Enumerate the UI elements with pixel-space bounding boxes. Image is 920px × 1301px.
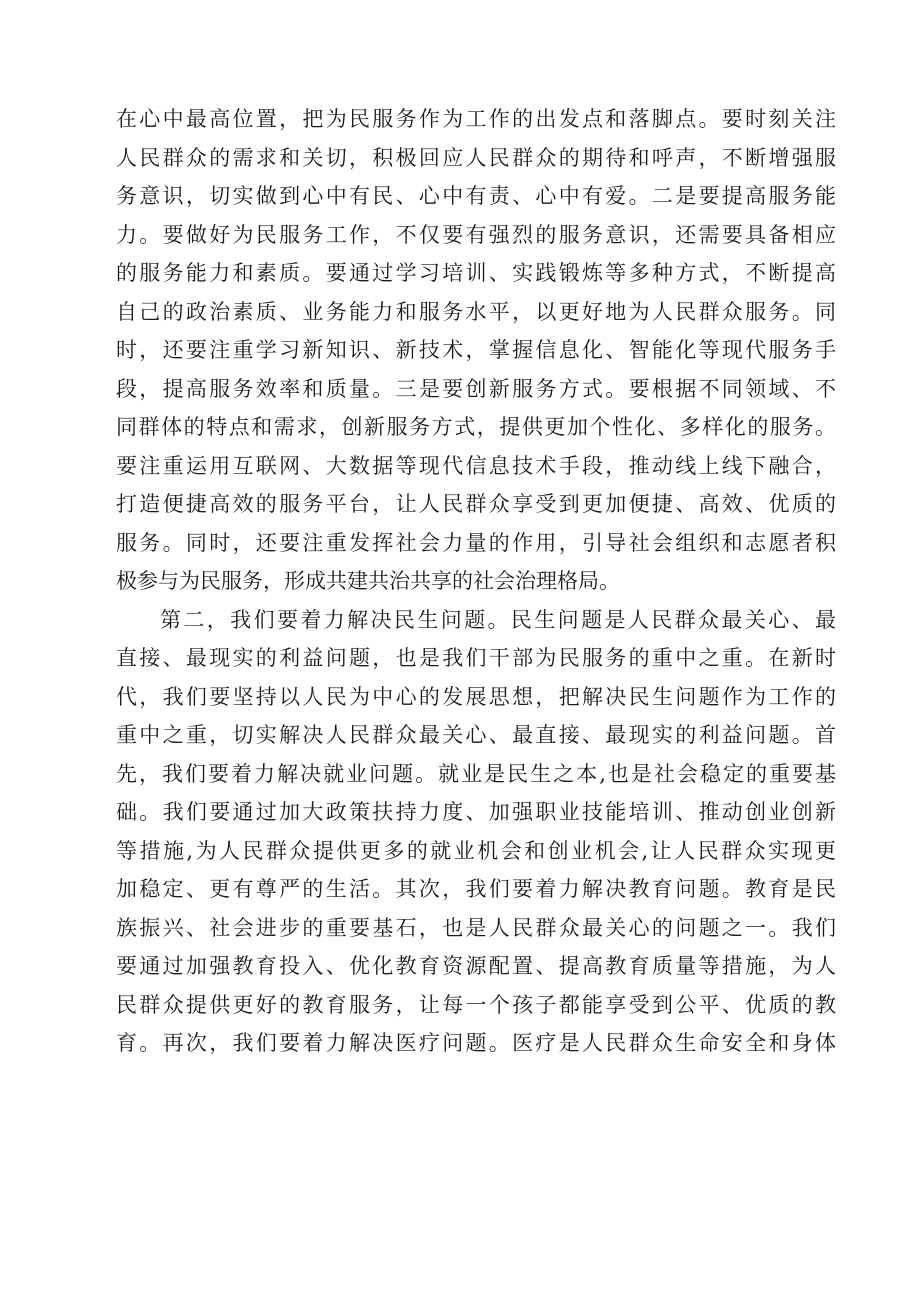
text-line: 础。我们要通过加大政策扶持力度、加强职业技能培训、推动创业创新 — [116, 800, 836, 824]
text-line: 民群众提供更好的教育服务，让每一个孩子都能享受到公平、优质的教 — [116, 992, 836, 1017]
text-line: 的服务能力和素质。要通过学习培训、实践锻炼等多种方式，不断提高 — [116, 261, 836, 285]
text-line: 育。再次，我们要着力解决医疗问题。医疗是人民群众生命安全和身体 — [116, 1031, 836, 1055]
document-body — [116, 100, 836, 1063]
text-line: 时，还要注重学习新知识、新技术，掌握信息化、智能化等现代服务手 — [116, 338, 836, 362]
text-line: 力。要做好为民服务工作，不仅要有强烈的服务意识，还需要具备相应 — [116, 222, 836, 247]
text-line: 段，提高服务效率和质量。三是要创新服务方式。要根据不同领域、不 — [116, 376, 836, 401]
text-line: 要注重运用互联网、大数据等现代信息技术手段，推动线上线下融合， — [116, 453, 836, 478]
text-line: 要通过加强教育投入、优化教育资源配置、提高教育质量等措施，为人 — [116, 954, 836, 978]
text-line: 重中之重，切实解决人民群众最关心、最直接、最现实的利益问题。首 — [116, 723, 836, 747]
text-line: 族振兴、社会进步的重要基石，也是人民群众最关心的问题之一。我们 — [116, 915, 836, 940]
text-line: 同群体的特点和需求，创新服务方式，提供更加个性化、多样化的服务。 — [116, 415, 836, 439]
text-line: 先，我们要着力解决就业问题。就业是民生之本,也是社会稳定的重要基 — [116, 761, 836, 786]
paragraph-start-line: 第二，我们要着力解决民生问题。民生问题是人民群众最关心、最 — [160, 607, 836, 632]
text-line: 在心中最高位置，把为民服务作为工作的出发点和落脚点。要时刻关注 — [116, 107, 836, 131]
text-line: 服务。同时，还要注重发挥社会力量的作用，引导社会组织和志愿者积 — [116, 530, 836, 555]
text-line: 直接、最现实的利益问题，也是我们干部为民服务的重中之重。在新时 — [116, 646, 836, 670]
text-line: 打造便捷高效的服务平台，让人民群众享受到更加便捷、高效、优质的 — [116, 492, 836, 516]
text-line: 加稳定、更有尊严的生活。其次，我们要着力解决教育问题。教育是民 — [116, 877, 836, 901]
text-line: 务意识，切实做到心中有民、心中有责、心中有爱。二是要提高服务能 — [116, 184, 836, 208]
text-line: 代，我们要坚持以人民为中心的发展思想，把解决民生问题作为工作的 — [116, 684, 836, 709]
text-line: 人民群众的需求和关切，积极回应人民群众的期待和呼声，不断增强服 — [116, 145, 836, 170]
text-line: 自己的政治素质、业务能力和服务水平，以更好地为人民群众服务。同 — [116, 299, 836, 324]
paragraph-end-line: 极参与为民服务，形成共建共治共享的社会治理格局。 — [116, 569, 620, 593]
text-line: 等措施,为人民群众提供更多的就业机会和创业机会,让人民群众实现更 — [116, 838, 836, 863]
